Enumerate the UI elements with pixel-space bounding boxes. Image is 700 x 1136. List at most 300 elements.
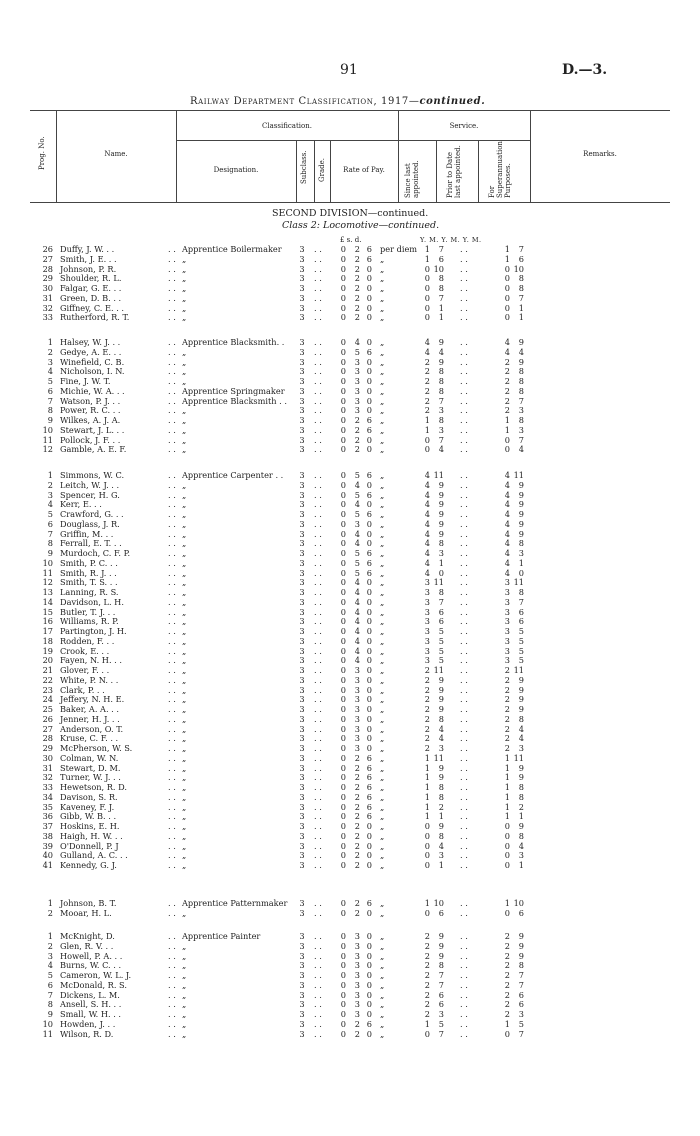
since-months-cell: 3	[438, 850, 444, 861]
pay-pounds-cell: 0	[340, 626, 346, 636]
super-years-cell: 0	[504, 850, 510, 861]
super-years-cell: 3	[504, 587, 510, 597]
since-years-cell: 2	[424, 999, 430, 1010]
prog-no-cell: 15	[42, 606, 53, 617]
pay-pounds-cell: 0	[340, 850, 346, 861]
pay-shillings-cell: 2	[354, 244, 360, 254]
designation-cell: „	[182, 704, 187, 714]
pay-period-cell: „	[380, 791, 385, 802]
leader-dots: . .	[168, 950, 176, 961]
leader-dots: . .	[168, 479, 176, 490]
prog-no-cell: 5	[47, 376, 53, 386]
pay-shillings-cell: 4	[354, 655, 360, 666]
pay-shillings-cell: 2	[354, 273, 360, 284]
grade-leader: . .	[314, 244, 322, 254]
super-months-cell: 9	[518, 772, 524, 783]
pay-pence-cell: 6	[366, 244, 372, 254]
designation-cell: „	[182, 479, 187, 490]
leader-dots: . .	[168, 376, 176, 386]
super-months-cell: 3	[518, 850, 524, 861]
name-cell: Wilkes, A. J. A.	[60, 415, 121, 425]
name-cell: Crawford, G. . .	[60, 509, 124, 519]
pay-pounds-cell: 0	[340, 713, 346, 724]
leader-dots: . .	[168, 405, 176, 416]
name-cell: Hoskins, E. H.	[60, 821, 120, 831]
table-row	[0, 898, 700, 908]
super-years-cell: 2	[504, 665, 510, 675]
table-row	[0, 405, 700, 415]
pay-period-cell: „	[380, 557, 385, 568]
name-cell: Nicholson, I. N.	[60, 366, 125, 377]
designation-cell: „	[182, 743, 187, 753]
designation-cell: „	[182, 346, 187, 357]
super-years-cell: 0	[504, 821, 510, 831]
table-row	[0, 1019, 700, 1029]
leader-dots: . .	[168, 356, 176, 367]
super-months-cell: 7	[518, 970, 524, 980]
subclass-cell: 3	[299, 415, 305, 425]
table-row	[0, 568, 700, 578]
prog-no-cell: 12	[42, 577, 53, 588]
since-years-cell: 1	[424, 898, 430, 908]
pay-shillings-cell: 3	[354, 366, 360, 377]
pay-pounds-cell: 0	[340, 616, 346, 627]
prog-no-cell: 5	[47, 970, 53, 980]
table-row	[0, 357, 700, 367]
prog-no-cell: 10	[42, 424, 53, 435]
since-years-cell: 2	[424, 950, 430, 961]
designation-cell: „	[182, 940, 187, 951]
subclass-cell: 3	[299, 694, 305, 705]
subclass-cell: 3	[299, 538, 305, 549]
pay-shillings-cell: 2	[354, 811, 360, 822]
designation-cell: „	[182, 830, 187, 841]
pay-shillings-cell: 4	[354, 635, 360, 646]
name-cell: Kruse, C. F. . .	[60, 733, 119, 744]
subclass-cell: 3	[299, 772, 305, 783]
prog-no-cell: 3	[47, 489, 53, 500]
super-months-cell: 5	[518, 635, 524, 646]
pay-pounds-cell: 0	[340, 557, 346, 568]
super-years-cell: 3	[504, 606, 510, 617]
super-years-cell: 0	[504, 444, 510, 455]
table-row	[0, 694, 700, 704]
pay-pence-cell: 6	[366, 470, 372, 480]
subclass-cell: 3	[299, 1009, 305, 1019]
since-years-cell: 0	[424, 444, 430, 455]
prior-leader: . .	[460, 752, 468, 763]
pay-pounds-cell: 0	[340, 385, 346, 396]
grade-leader: . .	[314, 762, 322, 773]
pay-pounds-cell: 0	[340, 821, 346, 831]
subclass-cell: 3	[299, 860, 305, 870]
leader-dots: . .	[168, 665, 176, 675]
super-months-cell: 9	[518, 940, 524, 951]
prog-no-cell: 9	[47, 415, 53, 425]
designation-cell: „	[182, 907, 187, 918]
grade-leader: . .	[314, 302, 322, 313]
grade-leader: . .	[314, 346, 322, 357]
prior-leader: . .	[460, 337, 468, 347]
service-rule	[398, 140, 530, 141]
pay-period-cell: „	[380, 898, 385, 908]
prior-leader: . .	[460, 850, 468, 861]
pay-shillings-cell: 4	[354, 577, 360, 588]
subclass-cell: 3	[299, 743, 305, 753]
prior-leader: . .	[460, 970, 468, 980]
leader-dots: . .	[168, 415, 176, 425]
prog-no-cell: 5	[47, 509, 53, 519]
grade-leader: . .	[314, 489, 322, 500]
table-row	[0, 490, 700, 500]
super-years-cell: 2	[504, 1009, 510, 1019]
table-row	[0, 415, 700, 425]
subclass-cell: 3	[299, 1018, 305, 1029]
prior-leader: . .	[460, 283, 468, 293]
prog-no-cell: 2	[47, 479, 53, 490]
super-years-cell: 3	[504, 577, 510, 588]
grade-leader: . .	[314, 415, 322, 425]
super-years-cell: 2	[504, 385, 510, 396]
grade-leader: . .	[314, 694, 322, 705]
leader-dots: . .	[168, 499, 176, 510]
prog-no-cell: 18	[42, 635, 53, 646]
designation-cell: „	[182, 950, 187, 961]
prior-leader: . .	[460, 366, 468, 377]
pay-period-cell: „	[380, 528, 385, 539]
since-years-cell: 3	[424, 606, 430, 617]
pay-pounds-cell: 0	[340, 772, 346, 783]
name-cell: Fine, J. W. T.	[60, 376, 111, 386]
pay-pence-cell: 0	[366, 376, 372, 386]
pay-pence-cell: 0	[366, 989, 372, 1000]
table-row	[0, 685, 700, 695]
since-months-cell: 9	[438, 674, 444, 685]
since-years-cell: 1	[424, 801, 430, 812]
super-years-cell: 0	[504, 907, 510, 918]
subclass-cell: 3	[299, 665, 305, 675]
designation-cell: „	[182, 694, 187, 705]
pay-period-cell: „	[380, 356, 385, 367]
since-years-cell: 3	[424, 635, 430, 646]
subclass-cell: 3	[299, 346, 305, 357]
designation-cell: „	[182, 811, 187, 822]
designation-cell: „	[182, 312, 187, 323]
since-years-cell: 4	[424, 509, 430, 519]
pay-period-cell: „	[380, 704, 385, 714]
since-years-cell: 2	[424, 713, 430, 724]
prog-no-cell: 27	[42, 253, 53, 264]
grade-leader: . .	[314, 950, 322, 961]
name-cell: Jenner, H. J. . .	[60, 713, 120, 724]
super-years-cell: 2	[504, 723, 510, 734]
pay-units: £ s. d.	[340, 236, 362, 244]
leader-dots: . .	[168, 557, 176, 568]
since-months-cell: 6	[438, 253, 444, 264]
table-row	[0, 821, 700, 831]
name-cell: Rutherford, R. T.	[60, 312, 130, 323]
prior-leader: . .	[460, 528, 468, 539]
name-cell: Mooar, H. L.	[60, 907, 112, 918]
table-row	[0, 1029, 700, 1039]
leader-dots: . .	[168, 587, 176, 597]
prog-no-cell: 2	[47, 940, 53, 951]
pay-pounds-cell: 0	[340, 665, 346, 675]
pay-shillings-cell: 5	[354, 489, 360, 500]
pay-period-cell: per diem	[380, 244, 418, 254]
prior-leader: . .	[460, 898, 468, 908]
subclass-cell: 3	[299, 263, 305, 274]
page-title	[190, 96, 485, 107]
name-cell: Howden, J. . .	[60, 1018, 116, 1029]
prog-no-cell: 35	[42, 801, 53, 812]
prog-no-cell: 1	[47, 470, 53, 480]
since-months-cell: 9	[438, 489, 444, 500]
super-years-cell: 1	[504, 253, 510, 264]
super-months-cell: 10	[513, 898, 524, 908]
since-months-cell: 9	[438, 518, 444, 529]
super-months-cell: 1	[518, 557, 524, 568]
table-row	[0, 499, 700, 509]
subclass-cell: 3	[299, 782, 305, 792]
leader-dots: . .	[168, 684, 176, 695]
name-cell: Dickens, L. M.	[60, 989, 120, 1000]
prog-no-cell: 10	[42, 1018, 53, 1029]
pay-pence-cell: 0	[366, 405, 372, 416]
designation-cell: „	[182, 684, 187, 695]
pay-pence-cell: 6	[366, 772, 372, 783]
name-cell: Johnson, B. T.	[60, 898, 117, 908]
prior-leader: . .	[460, 762, 468, 773]
table-row	[0, 548, 700, 558]
designation-cell: „	[182, 518, 187, 529]
pay-pounds-cell: 0	[340, 587, 346, 597]
grade-leader: . .	[314, 405, 322, 416]
pay-shillings-cell: 3	[354, 376, 360, 386]
pay-period-cell: „	[380, 1028, 385, 1039]
super-months-cell: 8	[518, 273, 524, 284]
super-years-cell: 3	[504, 635, 510, 646]
super-months-cell: 5	[518, 1018, 524, 1029]
prior-leader: . .	[460, 577, 468, 588]
name-cell: Gamble, A. E. F.	[60, 444, 127, 455]
designation-cell: „	[182, 840, 187, 851]
pay-period-cell: „	[380, 376, 385, 386]
prior-leader: . .	[460, 616, 468, 627]
grade-leader: . .	[314, 684, 322, 695]
super-months-cell: 8	[518, 415, 524, 425]
subclass-cell: 3	[299, 499, 305, 510]
prog-no-cell: 8	[47, 999, 53, 1010]
pay-pence-cell: 0	[366, 655, 372, 666]
table-row	[0, 811, 700, 821]
prog-no-cell: 34	[42, 791, 53, 802]
since-years-cell: 2	[424, 694, 430, 705]
pay-pounds-cell: 0	[340, 723, 346, 734]
since-months-cell: 4	[438, 346, 444, 357]
prior-leader: . .	[460, 772, 468, 783]
pay-period-cell: „	[380, 821, 385, 831]
pay-period-cell: „	[380, 811, 385, 822]
pay-pence-cell: 0	[366, 528, 372, 539]
division-heading: SECOND DIVISION—continued.	[272, 208, 429, 219]
since-years-cell: 0	[424, 302, 430, 313]
subclass-cell: 3	[299, 587, 305, 597]
designation-cell: Apprentice Boilermaker	[182, 244, 282, 254]
super-years-cell: 2	[504, 979, 510, 990]
super-months-cell: 6	[518, 999, 524, 1010]
grade-leader: . .	[314, 821, 322, 831]
pay-pounds-cell: 0	[340, 898, 346, 908]
prior-leader: . .	[460, 801, 468, 812]
pay-shillings-cell: 4	[354, 538, 360, 549]
grade-leader: . .	[314, 548, 322, 558]
name-cell: Glen, R. V. . .	[60, 940, 114, 951]
pay-shillings-cell: 4	[354, 499, 360, 510]
leader-dots: . .	[168, 801, 176, 812]
pay-pence-cell: 0	[366, 395, 372, 406]
pay-pence-cell: 0	[366, 626, 372, 636]
pay-period-cell: „	[380, 940, 385, 951]
since-years-cell: 0	[424, 312, 430, 323]
subclass-cell: 3	[299, 548, 305, 558]
leader-dots: . .	[168, 444, 176, 455]
designation-cell: „	[182, 655, 187, 666]
super-months-cell: 0	[518, 567, 524, 578]
subclass-cell: 3	[299, 283, 305, 293]
pay-shillings-cell: 2	[354, 312, 360, 323]
pay-pence-cell: 0	[366, 704, 372, 714]
since-months-cell: 8	[438, 538, 444, 549]
leader-dots: . .	[168, 821, 176, 831]
since-months-cell: 6	[438, 999, 444, 1010]
designation-cell: „	[182, 548, 187, 558]
pay-pounds-cell: 0	[340, 860, 346, 870]
pay-shillings-cell: 3	[354, 356, 360, 367]
leader-dots: . .	[168, 674, 176, 685]
grade-leader: . .	[314, 626, 322, 636]
grade-leader: . .	[314, 931, 322, 941]
since-years-cell: 1	[424, 244, 430, 254]
pay-pounds-cell: 0	[340, 645, 346, 656]
prog-no-cell: 31	[42, 292, 53, 303]
prog-no-cell: 22	[42, 674, 53, 685]
subclass-cell: 3	[299, 821, 305, 831]
super-months-cell: 1	[518, 302, 524, 313]
pay-pounds-cell: 0	[340, 674, 346, 685]
pay-pounds-cell: 0	[340, 606, 346, 617]
since-months-cell: 9	[438, 931, 444, 941]
pay-period-cell: „	[380, 385, 385, 396]
designation-cell: „	[182, 772, 187, 783]
subclass-cell: 3	[299, 1028, 305, 1039]
super-months-cell: 9	[518, 479, 524, 490]
pay-shillings-cell: 3	[354, 999, 360, 1010]
grade-leader: . .	[314, 577, 322, 588]
name-cell: Smith, P. C. . .	[60, 557, 118, 568]
since-months-cell: 3	[438, 548, 444, 558]
leader-dots: . .	[168, 635, 176, 646]
name-cell: McDonald, R. S.	[60, 979, 127, 990]
leader-dots: . .	[168, 616, 176, 627]
pay-period-cell: „	[380, 782, 385, 792]
name-cell: Ferrall, E. T. . .	[60, 538, 122, 549]
since-months-cell: 8	[438, 273, 444, 284]
leader-dots: . .	[168, 528, 176, 539]
pay-pounds-cell: 0	[340, 1009, 346, 1019]
page-reference: D.—3.	[562, 62, 608, 78]
pay-pounds-cell: 0	[340, 376, 346, 386]
designation-cell: Apprentice Carpenter . .	[182, 470, 284, 480]
pay-pence-cell: 0	[366, 694, 372, 705]
grade-leader: . .	[314, 723, 322, 734]
since-years-cell: 1	[424, 752, 430, 763]
name-cell: Smith, J. E. . .	[60, 253, 117, 264]
super-years-cell: 1	[504, 1018, 510, 1029]
pay-period-cell: „	[380, 665, 385, 675]
pay-pence-cell: 0	[366, 940, 372, 951]
pay-pounds-cell: 0	[340, 548, 346, 558]
super-months-cell: 9	[518, 684, 524, 695]
since-years-cell: 3	[424, 626, 430, 636]
pay-pounds-cell: 0	[340, 312, 346, 323]
super-years-cell: 2	[504, 713, 510, 724]
since-months-cell: 6	[438, 989, 444, 1000]
pay-shillings-cell: 4	[354, 616, 360, 627]
subclass-cell: 3	[299, 444, 305, 455]
pay-pence-cell: 6	[366, 253, 372, 264]
pay-shillings-cell: 2	[354, 424, 360, 435]
designation-cell: „	[182, 283, 187, 293]
pay-pounds-cell: 0	[340, 733, 346, 744]
super-months-cell: 2	[518, 801, 524, 812]
super-months-cell: 4	[518, 733, 524, 744]
grade-leader: . .	[314, 907, 322, 918]
since-months-cell: 7	[438, 1028, 444, 1039]
designation-cell: „	[182, 567, 187, 578]
pay-pounds-cell: 0	[340, 567, 346, 578]
designation-cell: „	[182, 999, 187, 1010]
pay-period-cell: „	[380, 743, 385, 753]
prior-leader: . .	[460, 538, 468, 549]
super-months-cell: 4	[518, 444, 524, 455]
pay-period-cell: „	[380, 499, 385, 510]
table-row	[0, 908, 700, 918]
since-years-cell: 1	[424, 811, 430, 822]
pay-pence-cell: 0	[366, 960, 372, 971]
name-cell: Johnson, P. R.	[60, 263, 117, 274]
leader-dots: . .	[168, 840, 176, 851]
pay-pounds-cell: 0	[340, 782, 346, 792]
pay-pounds-cell: 0	[340, 356, 346, 367]
name-cell: Shoulder, R. L.	[60, 273, 122, 284]
designation-cell: „	[182, 557, 187, 568]
super-months-cell: 5	[518, 655, 524, 666]
table-row	[0, 607, 700, 617]
pay-shillings-cell: 2	[354, 907, 360, 918]
name-cell: Stewart, D. M.	[60, 762, 121, 773]
pay-pence-cell: 0	[366, 444, 372, 455]
prior-leader: . .	[460, 444, 468, 455]
table-row	[0, 626, 700, 636]
grade-leader: . .	[314, 655, 322, 666]
super-years-cell: 2	[504, 999, 510, 1010]
super-months-cell: 8	[518, 830, 524, 841]
prog-no-cell: 26	[42, 244, 53, 254]
super-years-cell: 2	[504, 950, 510, 961]
pay-pounds-cell: 0	[340, 509, 346, 519]
pay-shillings-cell: 2	[354, 752, 360, 763]
